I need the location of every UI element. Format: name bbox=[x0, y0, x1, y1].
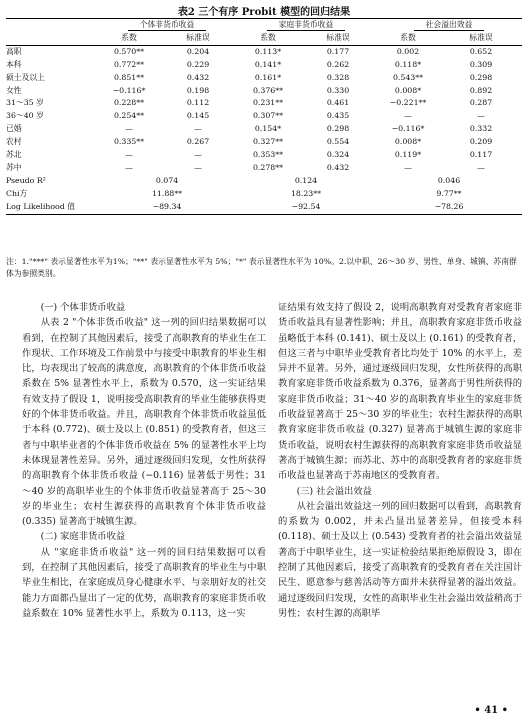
coef-cell: — bbox=[404, 111, 412, 121]
summary-value: 0.046 bbox=[437, 175, 461, 185]
row-label: 农村 bbox=[6, 137, 22, 147]
summary-value: 9.77** bbox=[436, 188, 462, 198]
section-heading: (二) 家庭非货币收益 bbox=[40, 531, 126, 543]
summary-value: 0.124 bbox=[294, 175, 318, 185]
left-column bbox=[22, 300, 266, 621]
coef-cell: 0.228** bbox=[113, 98, 145, 108]
se-cell: 0.554 bbox=[326, 137, 350, 147]
se-cell: 0.652 bbox=[469, 46, 493, 56]
summary-value: −89.34 bbox=[98, 201, 236, 214]
coef-cell: 0.002 bbox=[396, 46, 420, 56]
table-row bbox=[6, 59, 522, 72]
se-cell: — bbox=[477, 162, 485, 172]
coef-cell: 0.254** bbox=[113, 111, 145, 121]
coef-cell: −0.116* bbox=[391, 124, 425, 134]
table-row bbox=[6, 97, 522, 110]
se-cell: 0.461 bbox=[326, 98, 350, 108]
summary-label: Pseudo R² bbox=[6, 175, 46, 185]
se-cell: 0.432 bbox=[326, 162, 350, 172]
header-blank bbox=[6, 19, 98, 32]
coef-cell: 0.118* bbox=[394, 59, 422, 69]
row-label: 已婚 bbox=[6, 124, 22, 134]
se-cell: 0.287 bbox=[469, 98, 493, 108]
summary-row bbox=[6, 201, 522, 214]
coef-cell: 0.353** bbox=[252, 150, 284, 160]
se-cell: — bbox=[194, 124, 202, 134]
coef-cell: 0.141* bbox=[254, 59, 282, 69]
coef-cell: 0.154* bbox=[254, 124, 282, 134]
table-row bbox=[6, 45, 522, 58]
coef-cell: 0.231** bbox=[252, 98, 284, 108]
table-row bbox=[6, 85, 522, 98]
coef-cell: 0.278** bbox=[252, 162, 284, 172]
se-cell: 0.198 bbox=[186, 85, 210, 95]
table-row bbox=[6, 149, 522, 162]
coef-cell: −0.116* bbox=[112, 85, 146, 95]
coef-cell: — bbox=[125, 124, 133, 134]
se-cell: 0.262 bbox=[326, 59, 350, 69]
row-label: 本科 bbox=[6, 59, 22, 69]
coef-cell: 0.327** bbox=[252, 137, 284, 147]
row-label: 硕士及以上 bbox=[6, 72, 45, 82]
section-heading: (一) 个体非货币收益 bbox=[40, 302, 126, 313]
se-cell: 0.435 bbox=[326, 111, 350, 121]
row-label: 苏中 bbox=[6, 162, 22, 172]
header-blank bbox=[6, 32, 98, 45]
se-cell: 0.432 bbox=[186, 72, 210, 82]
section-heading: (三) 社会溢出效益 bbox=[296, 485, 372, 497]
right-column bbox=[278, 300, 522, 621]
page-number: • 41 • bbox=[474, 705, 508, 716]
summary-value: 18.23** bbox=[290, 188, 322, 198]
subheader: 系数 bbox=[236, 32, 300, 45]
table-caption: 表2 三个有序 Probit 模型的回归结果 bbox=[177, 7, 351, 18]
coef-cell: — bbox=[125, 150, 133, 160]
body-paragraph: 证结果有效支持了假设 2，说明高职教育对受教育者家庭非货币收益具有显著性影响；并且，高职教育家庭非货币收益虽略低于本科 (0.141)、硕士及以上 (0.161) 的受教育者，但这三者与中职毕业受教育者比均处于 10% 的水平上，差异并不显著。另外，通过逐级回归发现，女性所获得的高职教育家庭非货币收益系数为 0.376，显著高于男性所获得的家庭非货币收益；31～40 岁的高职教育毕业生的家庭非货币收益显著高于 25～30 岁的毕业生；农村生源获得的高职教育家庭非货币收益 (0.327) 显著高于城镇生源的家庭非货币收益，说明农村生源获得的高职教育家庭非货币收益显著高于城镇生源；而苏北、苏中的高职受教育者的家庭非货币收益也显著高于苏南地区的受教育者。 bbox=[278, 302, 522, 482]
se-cell: 0.328 bbox=[326, 72, 350, 82]
body-paragraph: 从 "家庭非货币收益" 这一列的回归结果数据可以看到，在控制了其他因素后，接受了高职教育的毕业生与中职毕业生相比，在家庭成员身心健康水平、与亲朋好友的社交能力方面都凸显出了一定的优势，高职教育的家庭非货币收益系数在 10% 显著性水平上，系数为 0.113，这一实 bbox=[22, 546, 266, 619]
row-label: 女性 bbox=[6, 85, 22, 95]
se-cell: 0.145 bbox=[186, 111, 210, 121]
coef-cell: 0.119* bbox=[394, 150, 422, 160]
se-cell: 0.267 bbox=[186, 137, 210, 147]
se-cell: 0.298 bbox=[326, 124, 350, 134]
coef-cell: — bbox=[404, 162, 412, 172]
coef-cell: 0.851** bbox=[113, 72, 145, 82]
coef-cell: 0.008* bbox=[394, 137, 422, 147]
se-cell: 0.892 bbox=[469, 85, 493, 95]
se-cell: 0.112 bbox=[186, 98, 210, 108]
regression-table bbox=[6, 18, 522, 215]
group-header: 家庭非货币收益 bbox=[236, 19, 376, 32]
subheader: 系数 bbox=[376, 32, 440, 45]
coef-cell: — bbox=[125, 162, 133, 172]
subheader: 标准误 bbox=[300, 32, 376, 45]
se-cell: 0.229 bbox=[186, 59, 210, 69]
subheader: 标准误 bbox=[440, 32, 522, 45]
coef-cell: 0.113* bbox=[254, 46, 282, 56]
summary-label: Log Likelihood 值 bbox=[6, 201, 98, 214]
table-row bbox=[6, 123, 522, 136]
coef-cell: 0.335** bbox=[113, 137, 145, 147]
table-row bbox=[6, 110, 522, 123]
coef-cell: 0.008* bbox=[394, 85, 422, 95]
coef-cell: 0.376** bbox=[252, 85, 284, 95]
se-cell: 0.177 bbox=[326, 46, 350, 56]
se-cell: 0.298 bbox=[469, 72, 493, 82]
subheader: 系数 bbox=[98, 32, 160, 45]
summary-value: −92.54 bbox=[236, 201, 376, 214]
se-cell: 0.330 bbox=[326, 85, 350, 95]
group-header: 社会溢出效益 bbox=[376, 19, 522, 32]
group-header: 个体非货币收益 bbox=[98, 19, 236, 32]
coef-cell: −0.221** bbox=[389, 98, 427, 108]
body-paragraph: 从表 2 "个体非货币收益" 这一列的回归结果数据可以看到，在控制了其他因素后，接受了高职教育的毕业生在工作现状、工作环境及工作前景中与接受中职教育的毕业生相比，均表现出了较高的满意度，高职教育的个体非货币收益系数在 5% 显著性水平上，系数为 0.570，这一实证结果有效支持了假设 1，说明接受高职教育的毕业生能够获得更好的个体非货币收益。并且，高职教育个体非货币收益虽低于本科 (0.772)、硕士及以上 (0.851) 的受教育者，但这三者与中职毕业者的个体非货币收益在 5% 的显著性水平上均未体现显著性差异。另外，通过逐级回归发现，女性所获得的高职教育个体非货币收益 (−0.116) 显著低于男性；31～40 岁的高职毕业生的个体非货币收益显著高于 25～30 岁的毕业生；农村生源获得的高职教育个体非货币收益 (0.335) 显著高于城镇生源。 bbox=[22, 317, 266, 528]
summary-value: 11.88** bbox=[151, 188, 183, 198]
row-label: 高职 bbox=[6, 46, 22, 56]
table-note: 注：1."***" 表示显著性水平为1%；"**" 表示显著性水平为 5%；"*" 表示显著性水平为 10%。2.以中职、26～30 岁、男性、单身、城镇、苏南群体为参照类别。 bbox=[6, 257, 517, 278]
subheader: 标准误 bbox=[160, 32, 236, 45]
se-cell: — bbox=[194, 150, 202, 160]
summary-row bbox=[6, 175, 522, 188]
coef-cell: 0.161* bbox=[254, 72, 282, 82]
summary-value: 0.074 bbox=[155, 175, 179, 185]
row-label: 36～40 岁 bbox=[6, 111, 44, 121]
table-row bbox=[6, 162, 522, 175]
coef-cell: 0.570** bbox=[113, 46, 145, 56]
summary-value: −78.26 bbox=[376, 201, 522, 214]
row-label: 苏北 bbox=[6, 150, 22, 160]
se-cell: 0.204 bbox=[186, 46, 210, 56]
table-row bbox=[6, 72, 522, 85]
row-label: 31～35 岁 bbox=[6, 98, 44, 108]
se-cell: 0.309 bbox=[469, 59, 493, 69]
summary-label: Chi方 bbox=[6, 188, 28, 198]
se-cell: — bbox=[477, 111, 485, 121]
se-cell: 0.332 bbox=[469, 124, 493, 134]
coef-cell: 0.543** bbox=[392, 72, 424, 82]
se-cell: 0.117 bbox=[469, 150, 493, 160]
se-cell: — bbox=[194, 162, 202, 172]
se-cell: 0.324 bbox=[326, 150, 350, 160]
se-cell: 0.209 bbox=[469, 137, 493, 147]
table-row bbox=[6, 136, 522, 149]
summary-row bbox=[6, 188, 522, 201]
body-paragraph: 从社会溢出效益这一列的回归数据可以看到，高职教育的系数为 0.002，并未凸显出显著差异，但接受本科 (0.118)、硕士及以上 (0.543) 受教育者的社会溢出效益显著高于中职毕业生，这一实证检验结果拒绝原假设 3，即在控制了其他因素后，接受了高职教育的受教育者在关注国计民生、愿意参与慈善活动等方面并未获得显著的溢出效益。通过逐级回归发现，女性的高职毕业生社会溢出效益稍高于男性；农村生源的高职毕 bbox=[278, 500, 522, 619]
coef-cell: 0.307** bbox=[252, 111, 284, 121]
coef-cell: 0.772** bbox=[113, 59, 145, 69]
